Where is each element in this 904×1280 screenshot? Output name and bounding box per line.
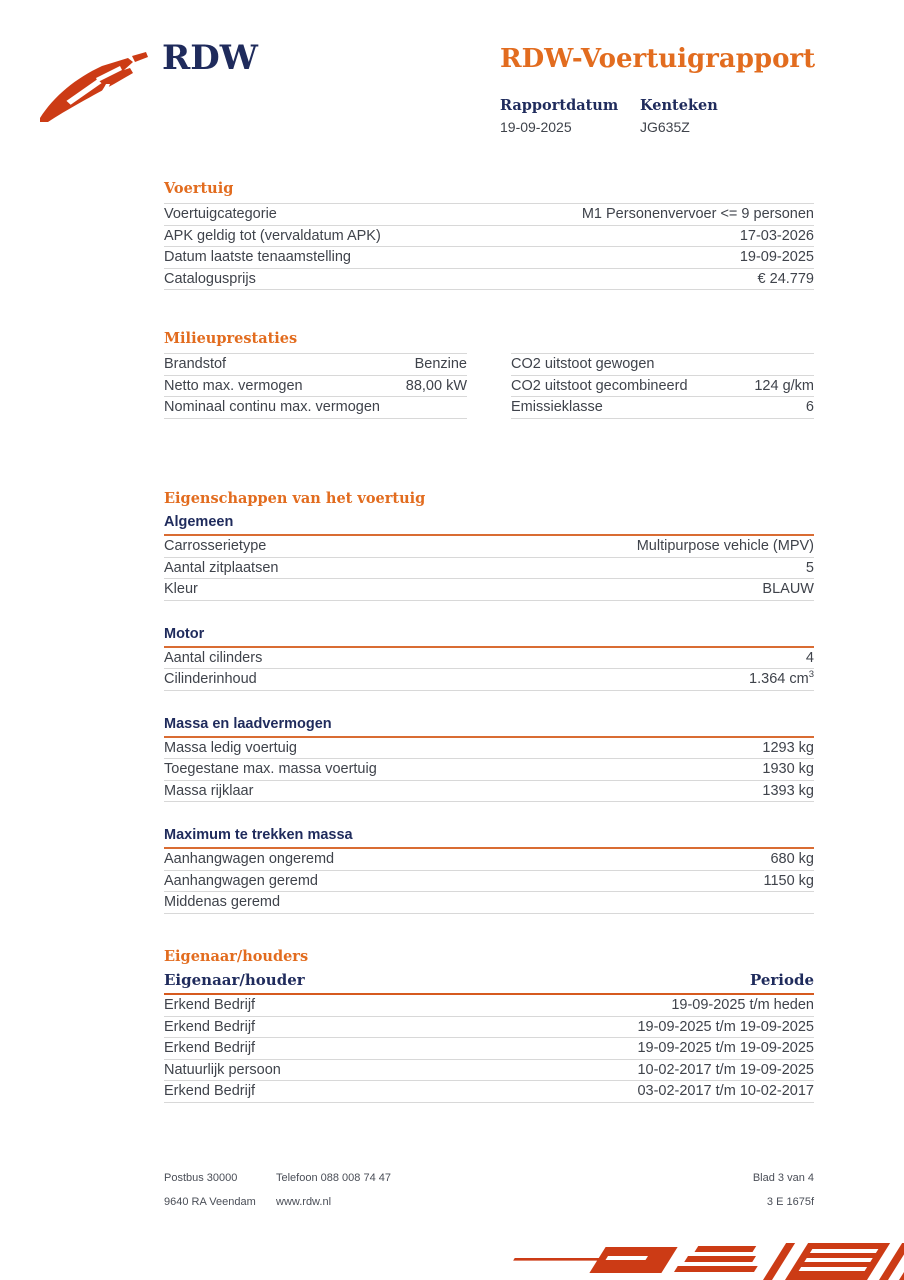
row-label: Nominaal continu max. vermogen <box>164 399 380 416</box>
license-plate-label: Kenteken <box>640 97 718 114</box>
table-row <box>164 892 814 914</box>
table-row <box>164 759 814 781</box>
row-value: Multipurpose vehicle (MPV) <box>636 538 814 555</box>
row-value: 6 <box>805 399 814 416</box>
owner-row <box>164 1081 814 1103</box>
subsection-heading-motor: Motor <box>164 626 814 648</box>
footer-phone: Telefoon 088 008 74 47 <box>276 1172 391 1184</box>
table-row <box>164 354 467 376</box>
table-row <box>511 397 814 419</box>
row-label: Carrosserietype <box>164 538 267 555</box>
row-label: Cilinderinhoud <box>164 671 257 688</box>
superscript: 3 <box>808 669 814 681</box>
section-heading-milieuprestaties: Milieuprestaties <box>164 330 298 347</box>
subsection-heading-algemeen: Algemeen <box>164 514 814 536</box>
table-row <box>164 204 814 226</box>
row-label: Catalogusprijs <box>164 270 256 287</box>
row-value: 4 <box>805 649 814 666</box>
table-row <box>164 269 814 291</box>
table-row <box>164 738 814 760</box>
row-value: 1930 kg <box>762 761 814 778</box>
table-row <box>164 397 467 419</box>
owner-period: 19-09-2025 t/m heden <box>671 997 814 1014</box>
table-row <box>164 781 814 803</box>
cylinder-capacity-value: 1.364 cm <box>749 671 809 688</box>
table-row <box>164 536 814 558</box>
owners-col-header-owner: Eigenaar/houder <box>164 971 305 989</box>
table-row <box>164 669 814 691</box>
owner-period: 19-09-2025 t/m 19-09-2025 <box>637 1018 814 1035</box>
row-label: Emissieklasse <box>511 399 603 416</box>
row-label: CO2 uitstoot gecombineerd <box>511 377 688 394</box>
report-date-label: Rapportdatum <box>500 97 619 114</box>
row-value: 17-03-2026 <box>739 227 814 244</box>
row-label: Netto max. vermogen <box>164 377 303 394</box>
speed-stripes-graphic <box>512 1240 904 1280</box>
subsection-heading-trekken-massa: Maximum te trekken massa <box>164 827 814 849</box>
owner-period: 03-02-2017 t/m 10-02-2017 <box>637 1083 814 1100</box>
page-title: RDW-Voertuigrapport <box>500 44 816 74</box>
owners-col-header-period: Periode <box>749 971 814 989</box>
footer-doc-code: 3 E 1675f <box>766 1196 814 1208</box>
owner-name: Natuurlijk persoon <box>164 1061 281 1078</box>
table-row <box>164 849 814 871</box>
table-row <box>164 579 814 601</box>
row-value: 1293 kg <box>762 739 814 756</box>
row-label: Aanhangwagen geremd <box>164 872 318 889</box>
section-voertuig <box>164 180 814 290</box>
table-row <box>164 376 467 398</box>
row-value: Benzine <box>414 356 467 373</box>
row-value: 124 g/km <box>754 377 814 394</box>
table-row <box>511 354 814 376</box>
row-value: 1393 kg <box>762 782 814 799</box>
section-eigenschappen <box>164 490 814 914</box>
row-value: BLAUW <box>762 581 814 598</box>
row-label: Brandstof <box>164 356 227 373</box>
row-value: 88,00 kW <box>405 377 467 394</box>
row-label: Aantal cilinders <box>164 649 263 666</box>
section-milieuprestaties <box>164 330 814 419</box>
row-label: Middenas geremd <box>164 894 281 911</box>
footer-page-number: Blad 3 van 4 <box>752 1172 814 1184</box>
owner-row <box>164 1038 814 1060</box>
row-value: 680 kg <box>770 851 814 868</box>
row-label: Aantal zitplaatsen <box>164 559 279 576</box>
owner-name: Erkend Bedrijf <box>164 1040 256 1057</box>
subsection-heading-massa: Massa en laadvermogen <box>164 716 814 738</box>
row-label: APK geldig tot (vervaldatum APK) <box>164 227 381 244</box>
footer-website: www.rdw.nl <box>276 1196 332 1208</box>
section-heading-eigenaars: Eigenaar/houders <box>164 948 309 965</box>
row-label: Datum laatste tenaamstelling <box>164 249 351 266</box>
owner-period: 10-02-2017 t/m 19-09-2025 <box>637 1061 814 1078</box>
row-label: Voertuigcategorie <box>164 206 277 223</box>
row-label: Massa ledig voertuig <box>164 739 297 756</box>
owner-period: 19-09-2025 t/m 19-09-2025 <box>637 1040 814 1057</box>
row-value: € 24.779 <box>757 270 814 287</box>
row-label: Kleur <box>164 581 198 598</box>
rdw-logo-text: RDW <box>162 38 258 78</box>
footer-address-line1: Postbus 30000 <box>164 1172 238 1184</box>
row-label: Aanhangwagen ongeremd <box>164 851 335 868</box>
table-row <box>164 226 814 248</box>
row-value: 5 <box>805 559 814 576</box>
owner-row <box>164 995 814 1017</box>
table-row <box>164 648 814 670</box>
milieu-right-column <box>511 353 814 419</box>
table-row <box>164 558 814 580</box>
row-label: Toegestane max. massa voertuig <box>164 761 377 778</box>
section-heading-voertuig: Voertuig <box>164 180 234 197</box>
owner-name: Erkend Bedrijf <box>164 1018 256 1035</box>
row-value: M1 Personenvervoer <= 9 personen <box>581 206 814 223</box>
owner-row <box>164 1060 814 1082</box>
row-value: 1150 kg <box>763 872 814 889</box>
table-row <box>164 247 814 269</box>
owner-row <box>164 1017 814 1039</box>
row-value: 19-09-2025 <box>739 249 814 266</box>
table-row <box>511 376 814 398</box>
owner-name: Erkend Bedrijf <box>164 1083 256 1100</box>
section-heading-eigenschappen: Eigenschappen van het voertuig <box>164 490 426 507</box>
row-label: CO2 uitstoot gewogen <box>511 356 655 373</box>
report-date-value: 19-09-2025 <box>500 119 572 135</box>
row-value <box>749 671 814 687</box>
footer-address-line2: 9640 RA Veendam <box>164 1196 256 1208</box>
section-eigenaars <box>164 948 814 1103</box>
table-row <box>164 871 814 893</box>
rdw-logo-icon <box>36 48 154 128</box>
row-label: Massa rijklaar <box>164 782 254 799</box>
milieu-left-column <box>164 353 467 419</box>
license-plate-value: JG635Z <box>640 119 690 135</box>
owner-name: Erkend Bedrijf <box>164 997 256 1014</box>
